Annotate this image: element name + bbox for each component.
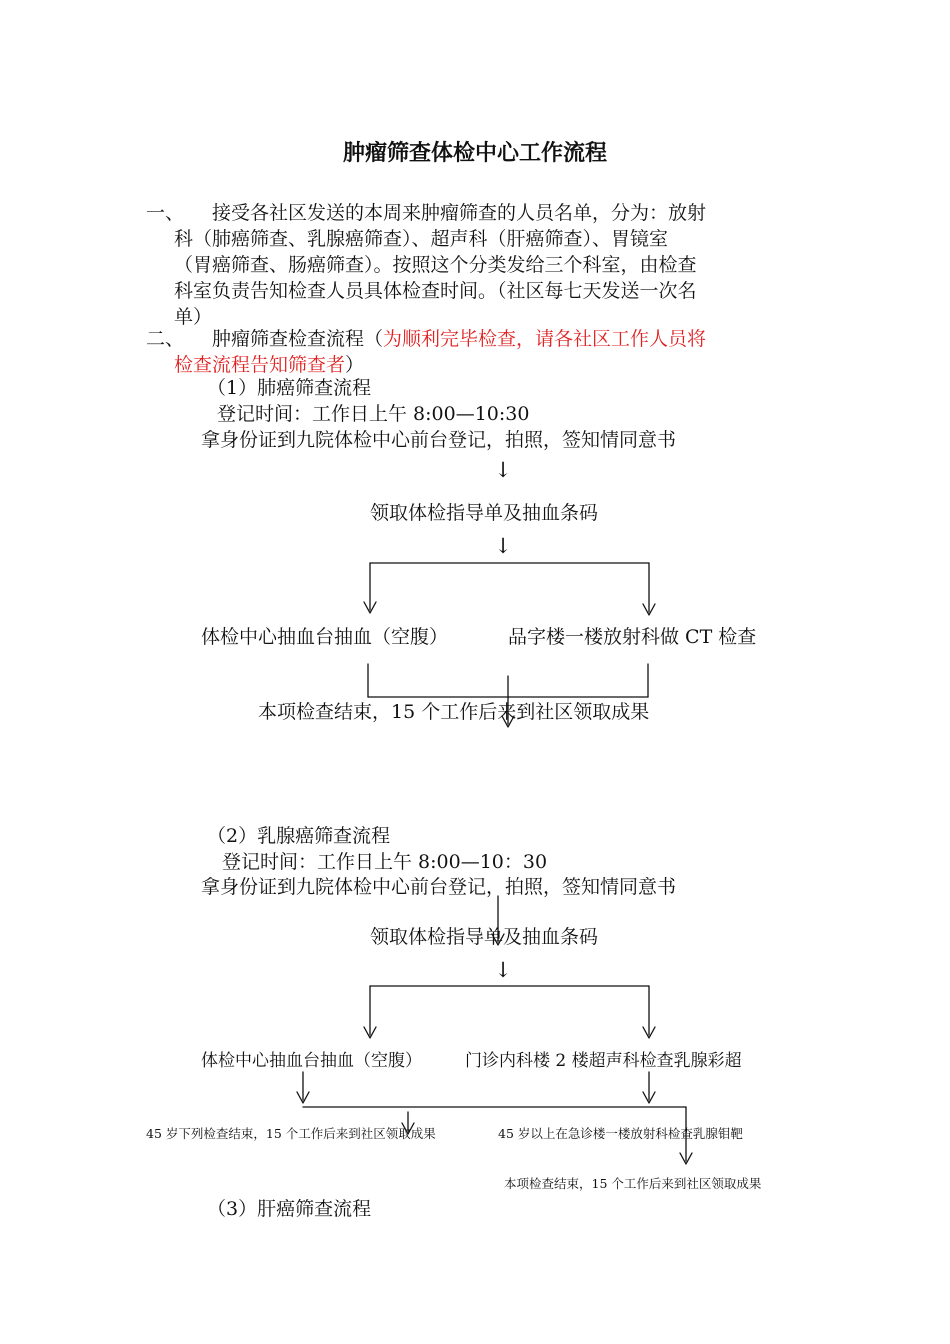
section2-number: 二、 bbox=[146, 328, 185, 350]
flow1-heading: （1）肺癌筛查流程 bbox=[207, 377, 372, 399]
section2-text: 肿瘤筛查检查流程 bbox=[212, 328, 365, 350]
section2-note-open: （ bbox=[364, 328, 384, 350]
flow2-over45: 45 岁以上在急诊楼一楼放射科检查乳腺钼靶 bbox=[498, 1126, 743, 1141]
flow1-result: 本项检查结束，15 个工作后来到社区领取成果 bbox=[258, 701, 650, 723]
flow2-split-bracket bbox=[364, 986, 655, 1038]
flow2-right-branch: 门诊内科楼 2 楼超声科检查乳腺彩超 bbox=[465, 1051, 742, 1071]
flow1-right-arrowhead bbox=[643, 604, 655, 615]
flow2-right-arrowhead bbox=[643, 1027, 655, 1038]
section2-note-close: ） bbox=[345, 354, 365, 376]
flow1-step2: 领取体检指导单及抽血条码 bbox=[370, 502, 599, 524]
section1-line5: 单） bbox=[174, 306, 213, 328]
section2-note-red-2: 检查流程告知筛查者 bbox=[174, 354, 346, 376]
section2-heading bbox=[212, 326, 706, 352]
flow2-arrow2: ↓ bbox=[494, 958, 512, 982]
flow2-right-down-head bbox=[643, 1092, 655, 1103]
flow1-arrow1: ↓ bbox=[494, 458, 512, 482]
flow2-under45: 45 岁下列检查结束，15 个工作后来到社区领取成果 bbox=[146, 1126, 436, 1141]
flow1-left-branch: 体检中心抽血台抽血（空腹） bbox=[201, 626, 449, 648]
flow2-final-down-head bbox=[680, 1153, 692, 1164]
section1-line1: 接受各社区发送的本周来肿瘤筛查的人员名单，分为：放射 bbox=[212, 202, 707, 224]
flow3-heading: （3）肝癌筛查流程 bbox=[207, 1198, 372, 1220]
flow2-time: 登记时间：工作日上午 8:00—10：30 bbox=[222, 851, 548, 873]
flow2-left-branch: 体检中心抽血台抽血（空腹） bbox=[201, 1051, 422, 1071]
flow1-left-arrowhead bbox=[364, 602, 376, 613]
flow1-right-branch: 品字楼一楼放射科做 CT 检查 bbox=[508, 626, 757, 648]
flow2-result: 本项检查结束，15 个工作后来到社区领取成果 bbox=[504, 1176, 762, 1191]
section1-line2: 科（肺癌筛查、乳腺癌筛查）、超声科（肝癌筛查）、胃镜室 bbox=[174, 228, 669, 250]
flow2-heading: （2）乳腺癌筛查流程 bbox=[207, 825, 391, 847]
section1-line3: （胃癌筛查、肠癌筛查）。按照这个分类发给三个科室，由检查 bbox=[174, 254, 697, 276]
flow1-step1: 拿身份证到九院体检中心前台登记，拍照，签知情同意书 bbox=[201, 429, 677, 451]
flow1-time: 登记时间：工作日上午 8:00—10:30 bbox=[217, 403, 530, 425]
flow2-left-down-head bbox=[297, 1092, 309, 1103]
flow2-step2: 领取体检指导单及抽血条码 bbox=[370, 926, 599, 948]
flow2-step1: 拿身份证到九院体检中心前台登记，拍照，签知情同意书 bbox=[201, 876, 677, 898]
flow2-left-arrowhead bbox=[364, 1027, 376, 1038]
section2-note-red-1: 为顺利完毕检查，请各社区工作人员将 bbox=[383, 328, 707, 350]
section1-line4: 科室负责告知检查人员具体检查时间。（社区每七天发送一次名 bbox=[174, 280, 697, 302]
flow2-lower-branches bbox=[297, 1072, 692, 1164]
flow1-split-bracket bbox=[364, 563, 655, 615]
section1-number: 一、 bbox=[146, 202, 185, 224]
flow1-arrow2: ↓ bbox=[494, 534, 512, 558]
page-title: 肿瘤筛查体检中心工作流程 bbox=[342, 140, 607, 166]
